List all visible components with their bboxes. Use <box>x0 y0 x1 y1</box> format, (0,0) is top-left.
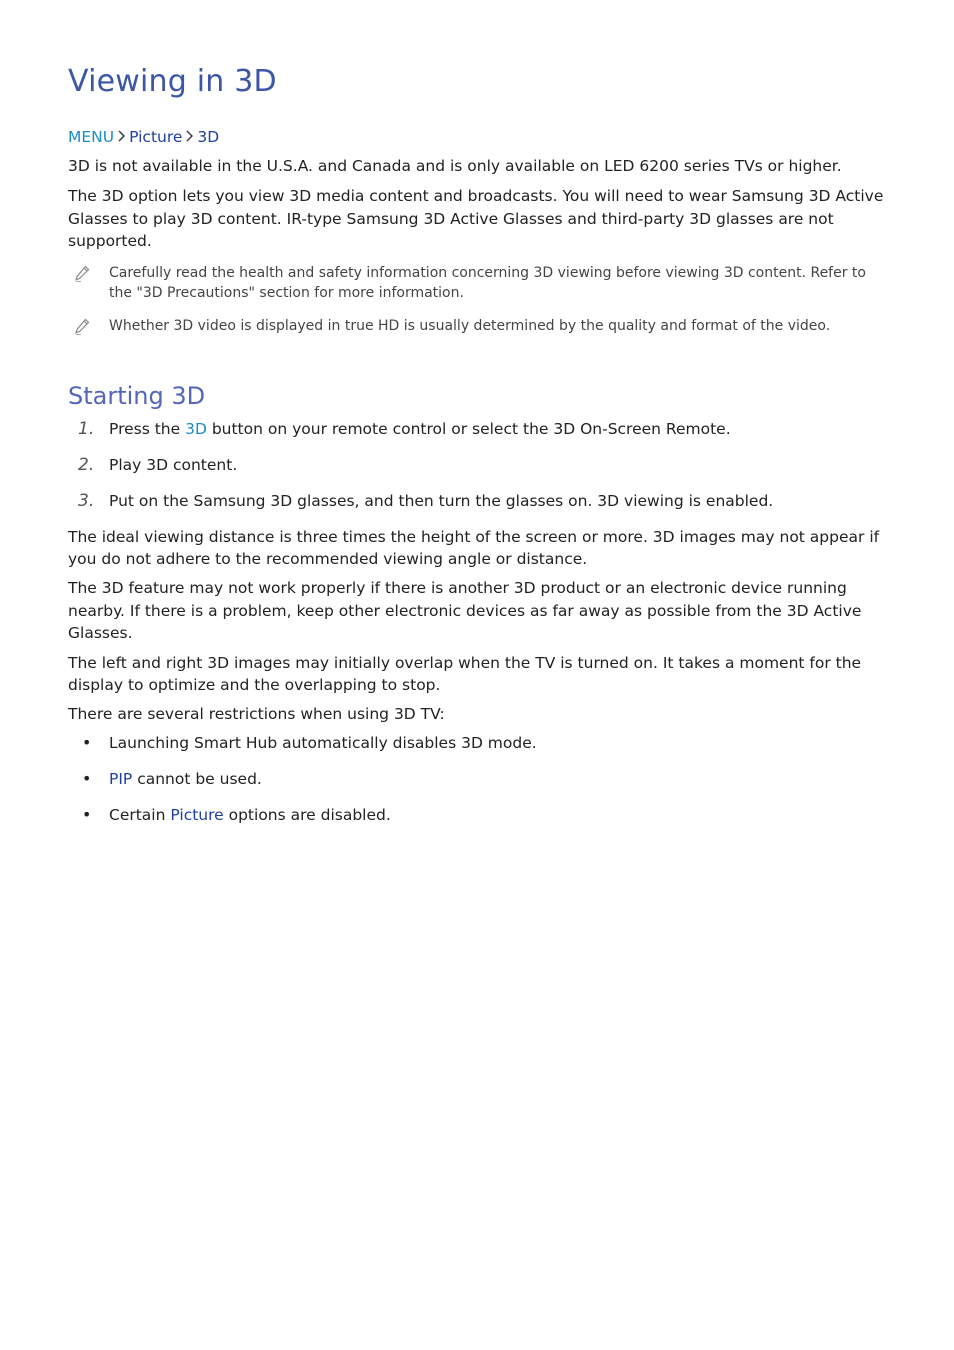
list-item <box>68 804 886 826</box>
overlap-text: The left and right 3D images may initially overlap when the TV is turned on. It takes a moment for the display to optimize and the overlapping to stop. <box>68 653 862 695</box>
restriction-text: Certain Picture options are disabled. <box>109 805 391 824</box>
breadcrumb-menu[interactable]: MENU <box>68 128 115 146</box>
restrictions-intro: There are several restrictions when using 3D TV: <box>68 705 445 724</box>
interference-text: The 3D feature may not work properly if there is another 3D product or an electronic device running nearby. If there is a problem, keep other electronic devices as far away as possible from the 3D Active Glasses. <box>68 579 862 643</box>
bullet-icon: • <box>82 804 92 824</box>
note-true-hd <box>68 316 886 340</box>
list-item <box>68 418 886 440</box>
bullet-icon: • <box>82 768 92 788</box>
step-text: Press the 3D button on your remote control or select the 3D On-Screen Remote. <box>109 419 731 438</box>
steps-list <box>68 418 886 512</box>
remote-key-3d: 3D <box>185 419 207 438</box>
availability-text: 3D is not available in the U.S.A. and Canada and is only available on LED 6200 series TVs or higher. <box>68 157 842 175</box>
step-text: Play 3D content. <box>109 455 238 474</box>
note-health-safety <box>68 263 886 304</box>
bullet-icon: • <box>82 732 92 752</box>
picture-link[interactable]: Picture <box>170 805 224 824</box>
pip-link[interactable]: PIP <box>109 769 133 788</box>
note-text: Carefully read the health and safety information concerning 3D viewing before viewing 3D content. Refer to the "3D Precautions" section for more information. <box>109 264 866 302</box>
note-text: Whether 3D video is displayed in true HD is usually determined by the quality and format of the video. <box>109 317 831 334</box>
list-item <box>68 768 886 790</box>
breadcrumb <box>68 126 886 149</box>
section-heading: Starting 3D <box>68 381 206 410</box>
breadcrumb-picture[interactable]: Picture <box>129 128 183 146</box>
page-title: Viewing in 3D <box>68 64 277 99</box>
restriction-text: Launching Smart Hub automatically disables 3D mode. <box>109 733 537 752</box>
viewing-distance-text: The ideal viewing distance is three times the height of the screen or more. 3D images may not appear if you do not adhere to the recommended viewing angle or distance. <box>68 527 880 569</box>
breadcrumb-3d[interactable]: 3D <box>197 128 220 146</box>
restriction-text: PIP cannot be used. <box>109 769 262 788</box>
description-text: The 3D option lets you view 3D media content and broadcasts. You will need to wear Samsung 3D Active Glasses to play 3D content. IR-type Samsung 3D Active Glasses and third-party 3D glasses are not supported. <box>68 187 884 251</box>
chevron-right-icon <box>185 127 194 149</box>
step-text: Put on the Samsung 3D glasses, and then turn the glasses on. 3D viewing is enabled. <box>109 491 774 510</box>
step-number: 1. <box>78 418 95 439</box>
pencil-note-icon <box>68 263 109 304</box>
chevron-right-icon <box>117 127 126 149</box>
list-item <box>68 454 886 476</box>
step-number: 3. <box>78 490 95 511</box>
pencil-note-icon <box>68 316 109 340</box>
list-item <box>68 732 886 754</box>
restrictions-list <box>68 732 886 826</box>
step-number: 2. <box>78 454 95 475</box>
list-item <box>68 490 886 512</box>
